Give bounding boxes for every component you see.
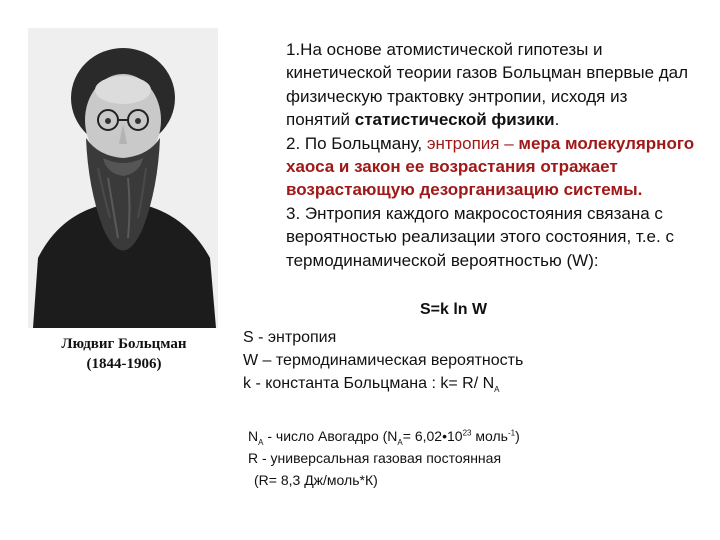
constants: [248, 425, 520, 491]
main-text: [286, 38, 696, 272]
entropy-formula: S=k ln W: [420, 301, 488, 318]
def-w: W – термодинамическая вероятность: [243, 352, 524, 369]
na-unit-exp: -1: [507, 428, 516, 438]
paragraph-3: 3. Энтропия каждого макросостояния связана с вероятностью реализации этого состояния, т.е. с термодинамической вероятностью (W):: [286, 203, 674, 270]
paragraph-1: [286, 38, 696, 132]
na-exp: 23: [462, 428, 472, 438]
const-r: R - универсальная газовая постоянная: [248, 450, 502, 466]
na-sub2: A: [397, 437, 403, 447]
definitions: [243, 326, 523, 395]
portrait-caption: [22, 334, 226, 374]
p2-text: 2. По Больцману,: [286, 133, 427, 153]
def-k-text: k - константа Больцмана : k= R/ N: [243, 375, 495, 392]
p2-red: энтропия –: [426, 133, 519, 153]
caption-name: Людвиг Больцман: [61, 336, 187, 352]
boltzmann-portrait-icon: [28, 28, 218, 328]
na-close: ): [515, 428, 520, 444]
p2-red-bold: мера молекулярного хаоса и закон ее возрастания отражает возрастающую дезорганизацию системы.: [286, 133, 695, 200]
na-unit: моль: [471, 428, 508, 444]
na-text: - число Авогадро (N: [263, 428, 398, 444]
p1-end: .: [554, 110, 560, 130]
def-k-sub: A: [494, 385, 500, 395]
na-symbol: N: [248, 428, 259, 444]
na-value: = 6,02•10: [402, 428, 463, 444]
const-na: [248, 425, 520, 447]
def-k: [243, 372, 523, 395]
na-sub: A: [258, 437, 264, 447]
p1-bold: статистической физики: [354, 110, 555, 130]
caption-years: (1844-1906): [86, 356, 162, 372]
p1-text: 1.На основе атомистической гипотезы и кинетической теории газов Больцман впервые дал физическую трактовку энтропии, исходя из понятий: [286, 40, 689, 130]
def-s: S - энтропия: [243, 329, 337, 346]
portrait-photo: [28, 28, 218, 328]
paragraph-2: [286, 132, 696, 202]
const-r-value: (R= 8,3 Дж/моль*К): [254, 472, 378, 488]
